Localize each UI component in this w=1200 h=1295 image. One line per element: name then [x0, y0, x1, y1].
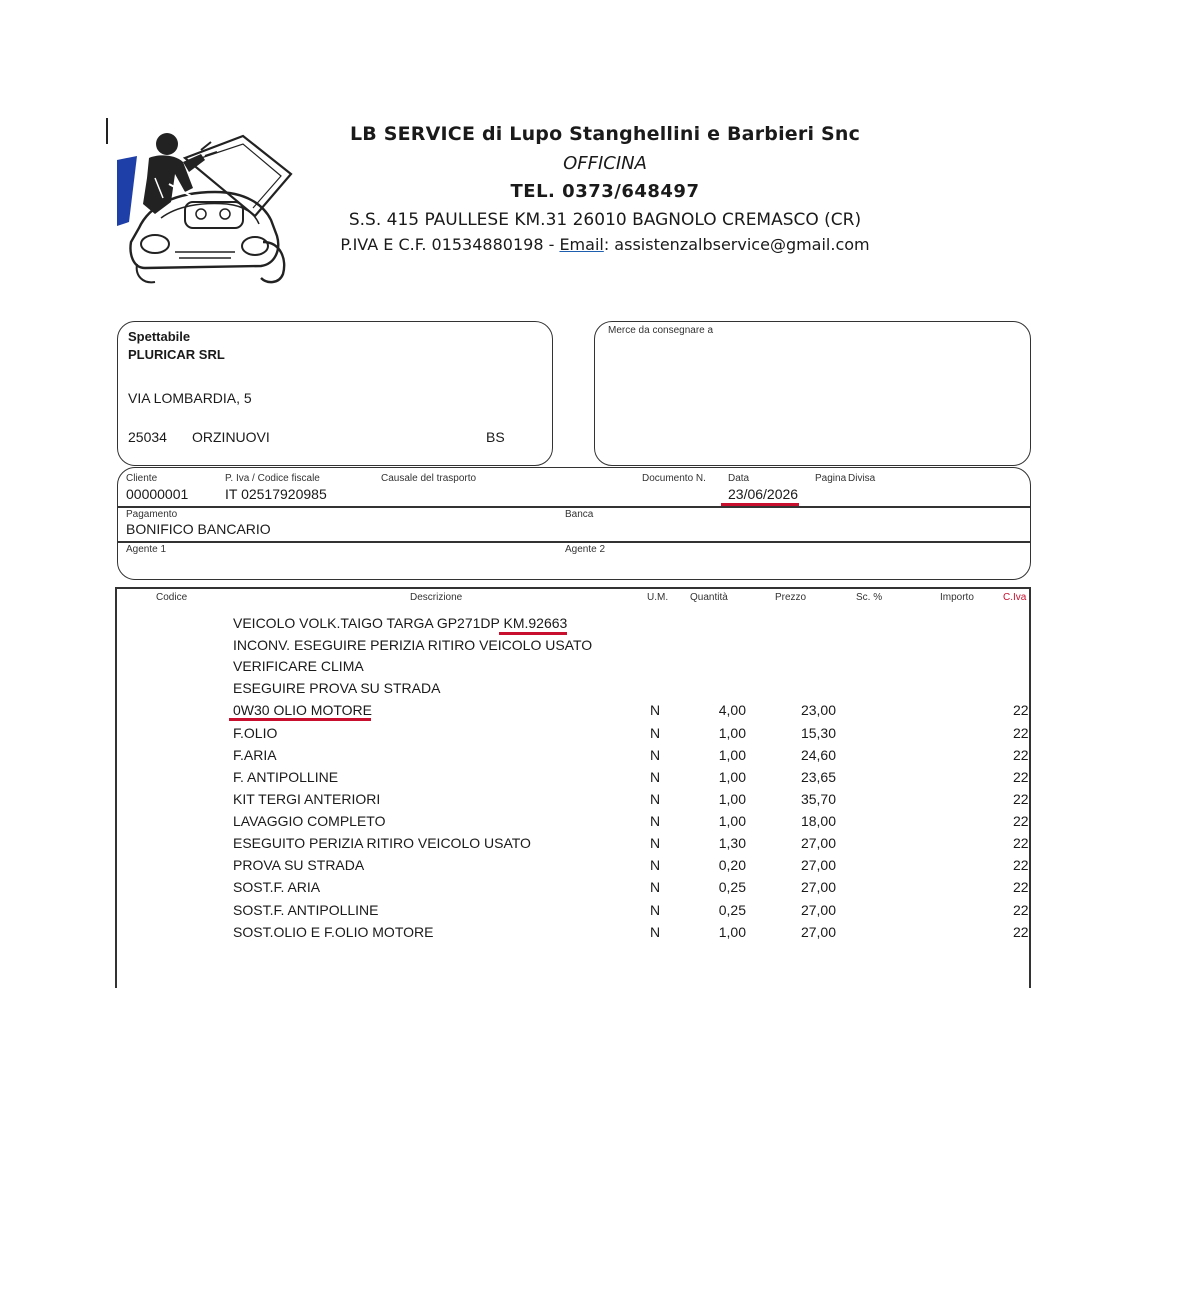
row-qty: 0,25 — [718, 879, 746, 895]
row-desc: VERIFICARE CLIMA — [233, 658, 364, 674]
row-iva: 22 — [1013, 747, 1029, 763]
row-iva: 22 — [1013, 791, 1029, 807]
row-um: N — [650, 879, 661, 895]
row-um: N — [650, 924, 661, 940]
row-price: 35,70 — [800, 791, 836, 807]
data-value: 23/06/2026 — [728, 486, 799, 502]
date-underline — [721, 503, 799, 506]
row-price: 27,00 — [800, 835, 836, 851]
agente1-label: Agente 1 — [126, 544, 167, 555]
col-importo: Importo — [940, 592, 974, 603]
row-desc: F.ARIA — [233, 747, 277, 763]
table-row — [0, 857, 1200, 879]
data-label: Data — [728, 473, 750, 484]
banca-label: Banca — [565, 509, 594, 520]
row-price: 24,60 — [800, 747, 836, 763]
row-desc: SOST.OLIO E F.OLIO MOTORE — [233, 924, 434, 940]
col-iva: C.Iva — [1003, 592, 1027, 603]
row-iva: 22 — [1013, 857, 1029, 873]
company-address: S.S. 415 PAULLESE KM.31 26010 BAGNOLO CREMASCO (CR) — [348, 210, 862, 230]
row-qty: 1,30 — [718, 835, 746, 851]
row-price: 23,00 — [800, 702, 836, 718]
table-row — [0, 835, 1200, 857]
row-qty: 1,00 — [718, 769, 746, 785]
company-subtitle: OFFICINA — [563, 153, 647, 174]
row-desc: LAVAGGIO COMPLETO — [233, 813, 386, 829]
email-label[interactable]: Email — [559, 235, 604, 254]
row-iva: 22 — [1013, 835, 1029, 851]
pagina-label: Pagina — [815, 473, 847, 484]
recipient-label: Spettabile — [128, 329, 191, 344]
delivery-box — [594, 321, 1031, 466]
col-um: U.M. — [647, 592, 669, 603]
table-row — [0, 924, 1200, 946]
divisa-label: Divisa — [848, 473, 876, 484]
col-descrizione: Descrizione — [410, 592, 463, 603]
row-um: N — [650, 857, 661, 873]
row-qty: 0,20 — [718, 857, 746, 873]
table-row — [0, 902, 1200, 924]
row-qty: 0,25 — [718, 902, 746, 918]
row-iva: 22 — [1013, 813, 1029, 829]
table-row — [0, 658, 1200, 680]
table-row — [0, 747, 1200, 769]
row-um: N — [650, 791, 661, 807]
row-qty: 1,00 — [718, 747, 746, 763]
col-quantita: Quantità — [690, 592, 728, 603]
row-um: N — [650, 835, 661, 851]
table-row — [0, 637, 1200, 659]
causale-label: Causale del trasporto — [381, 473, 477, 484]
agente2-label: Agente 2 — [565, 544, 606, 555]
row-qty: 1,00 — [718, 924, 746, 940]
row-desc: VEICOLO VOLK.TAIGO TARGA GP271DP KM.92663 — [233, 615, 568, 631]
piva-value: IT 02517920985 — [225, 486, 327, 502]
company-vat-email — [290, 235, 920, 254]
row-um: N — [650, 813, 661, 829]
details-divider-1 — [117, 506, 1031, 508]
row-desc: INCONV. ESEGUIRE PERIZIA RITIRO VEICOLO USATO — [233, 637, 593, 653]
row-desc: F. ANTIPOLLINE — [233, 769, 339, 785]
table-row — [0, 615, 1200, 637]
table-top-border — [117, 587, 1031, 589]
table-row — [0, 725, 1200, 747]
row-iva: 22 — [1013, 769, 1029, 785]
row-price: 15,30 — [800, 725, 836, 741]
row-price: 27,00 — [800, 879, 836, 895]
row-qty: 4,00 — [718, 702, 746, 718]
row-desc: PROVA SU STRADA — [233, 857, 365, 873]
row-iva: 22 — [1013, 924, 1029, 940]
row-iva: 22 — [1013, 702, 1029, 718]
documento-label: Documento N. — [642, 473, 706, 484]
vat-text: P.IVA E C.F. 01534880198 - — [340, 235, 560, 254]
recipient-city: ORZINUOVI — [192, 429, 270, 445]
row-iva: 22 — [1013, 902, 1029, 918]
recipient-zip: 25034 — [128, 429, 167, 445]
recipient-street: VIA LOMBARDIA, 5 — [128, 390, 252, 406]
cliente-value: 00000001 — [126, 486, 189, 502]
table-row — [0, 680, 1200, 702]
row-qty: 1,00 — [718, 813, 746, 829]
company-name: LB SERVICE di Lupo Stanghellini e Barbieri Snc — [349, 123, 861, 145]
row-price: 23,65 — [800, 769, 836, 785]
row-um: N — [650, 725, 661, 741]
row-desc: F.OLIO — [233, 725, 278, 741]
row-price: 27,00 — [800, 902, 836, 918]
row-um: N — [650, 702, 661, 718]
table-row — [0, 702, 1200, 724]
row-um: N — [650, 902, 661, 918]
col-prezzo: Prezzo — [775, 592, 807, 603]
row-desc: SOST.F. ANTIPOLLINE — [233, 902, 379, 918]
row-um: N — [650, 747, 661, 763]
row-price: 27,00 — [800, 924, 836, 940]
row-iva: 22 — [1013, 725, 1029, 741]
pagamento-value: BONIFICO BANCARIO — [126, 521, 271, 537]
row-desc: ESEGUIRE PROVA SU STRADA — [233, 680, 441, 696]
row-um: N — [650, 769, 661, 785]
row-desc: 0W30 OLIO MOTORE — [233, 702, 372, 718]
mechanic-car-logo-icon — [105, 118, 295, 290]
details-divider-2 — [117, 541, 1031, 543]
km-underline — [499, 632, 567, 635]
email-value[interactable]: : assistenzalbservice@gmail.com — [603, 235, 870, 254]
row-desc: KIT TERGI ANTERIORI — [233, 791, 381, 807]
cliente-label: Cliente — [126, 473, 158, 484]
col-sconto: Sc. % — [856, 592, 883, 603]
company-phone: TEL. 0373/648497 — [510, 181, 700, 202]
delivery-label: Merce da consegnare a — [608, 325, 714, 336]
row-qty: 1,00 — [718, 791, 746, 807]
pagamento-label: Pagamento — [126, 509, 178, 520]
row-desc: ESEGUITO PERIZIA RITIRO VEICOLO USATO — [233, 835, 531, 851]
row-price: 18,00 — [800, 813, 836, 829]
recipient-name: PLURICAR SRL — [128, 347, 225, 362]
oil-underline — [229, 718, 371, 721]
row-qty: 1,00 — [718, 725, 746, 741]
piva-label: P. Iva / Codice fiscale — [225, 473, 320, 484]
recipient-province: BS — [486, 429, 505, 445]
table-row — [0, 813, 1200, 835]
table-row — [0, 879, 1200, 901]
row-iva: 22 — [1013, 879, 1029, 895]
row-price: 27,00 — [800, 857, 836, 873]
row-desc: SOST.F. ARIA — [233, 879, 321, 895]
table-row — [0, 769, 1200, 791]
table-row — [0, 791, 1200, 813]
col-codice: Codice — [156, 592, 188, 603]
